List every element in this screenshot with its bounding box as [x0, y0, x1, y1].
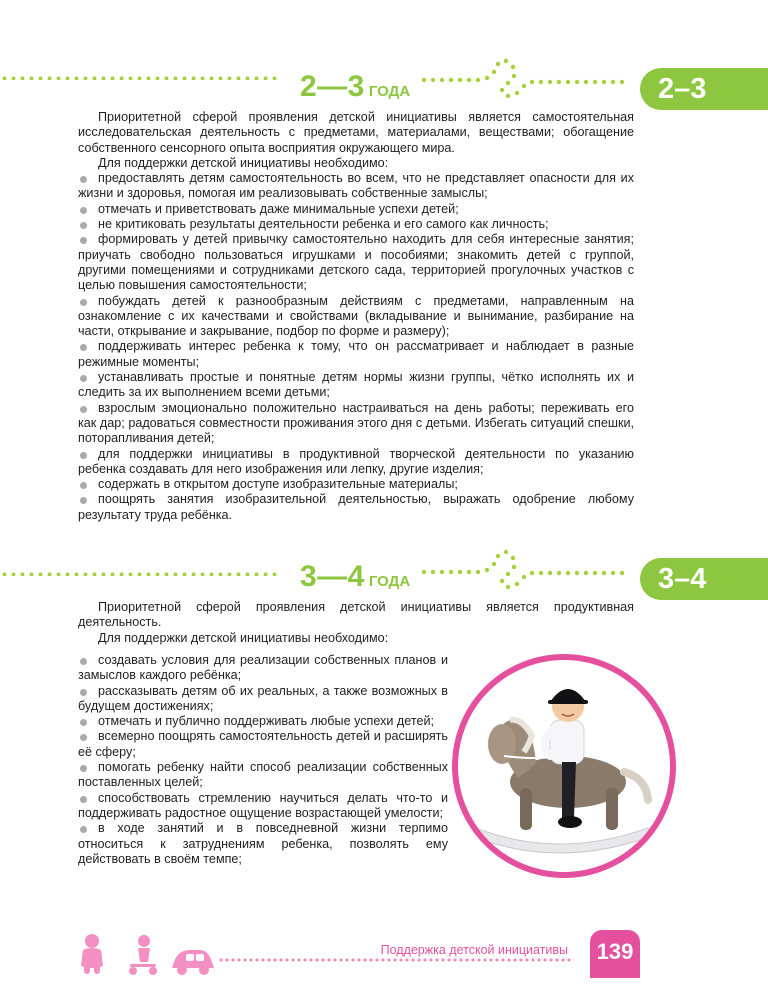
list-item: устанавливать простые и понятные детям нормы жизни группы, чётко исполнять их и следить за их выполнением всеми детьми;	[78, 370, 634, 400]
section-title-2-3: 2—3 ГОДА	[300, 70, 411, 103]
section-3-4-list	[78, 653, 448, 867]
scooter-child-icon	[126, 934, 160, 976]
age-tab-2-3: 2–3	[640, 68, 768, 110]
dotted-swirl-ornament-1	[420, 58, 640, 102]
list-item: содержать в открытом доступе изобразительные материалы;	[78, 477, 634, 492]
lead-paragraph: Для поддержки детской инициативы необходимо:	[98, 155, 389, 170]
list-item: в ходе занятий и в повседневной жизни терпимо относиться к затруднениям ребенка, позволять ему действовать в своём темпе;	[78, 821, 448, 866]
section-title-3-4: 3—4 ГОДА	[300, 560, 411, 593]
toy-car-icon	[170, 944, 216, 976]
list-item: предоставлять детям самостоятельность во всем, что не представляет опасности для их жизни и здоровья, помогая им реализовывать собственные замыслы;	[78, 171, 634, 201]
green-dotted-rule-left-1	[0, 76, 280, 80]
list-item: поощрять занятия изобразительной деятельностью, выражать одобрение любому результату труда ребёнка.	[78, 492, 634, 522]
toddler-icon	[74, 932, 110, 976]
list-item: помогать ребенку найти способ реализации собственных поставленных целей;	[78, 760, 448, 790]
list-item: создавать условия для реализации собственных планов и замыслов каждого ребёнка;	[78, 653, 448, 683]
footer-dotted-rule	[218, 958, 574, 962]
intro-paragraph: Приоритетной сферой проявления детской инициативы является продуктивная деятельность.	[78, 600, 634, 630]
list-item: поддерживать интерес ребенка к тому, что он рассматривает и наблюдает в разные режимные моменты;	[78, 339, 634, 369]
rocking-horse-illustration	[458, 660, 670, 872]
page-number: 139	[590, 930, 640, 978]
list-item: для поддержки инициативы в продуктивной творческой деятельности по указанию ребенка создавать для него изображения или лепку, другие изделия;	[78, 446, 634, 476]
list-item: побуждать детей к разнообразным действиям с предметами, направленным на ознакомление с их качествами и свойствами (вкладывание и вынимание, разбирание на части, открывание и закрывание, подбор по форме и размеру);	[78, 293, 634, 339]
list-item: взрослым эмоционально положительно настраиваться на день работы; переживать его как дар; радоваться совместности проживания этого дня с детьми. Избегать ситуаций спешки, поторапливания детей;	[78, 400, 634, 446]
list-item: рассказывать детям об их реальных, а также возможных в будущем достижениях;	[78, 683, 448, 713]
list-item: формировать у детей привычку самостоятельно находить для себя интересные занятия; приучать свободно пользоваться игрушками и пособиями; знакомить детей с группой, другими помещениями и сотрудниками детского сада, территорией прогулочных участков с целью повышения самостоятельности;	[78, 232, 634, 293]
dotted-swirl-ornament-2	[420, 548, 640, 592]
list-item: не критиковать результаты деятельности ребенка и его самого как личность;	[78, 217, 634, 232]
age-tab-3-4: 3–4	[640, 558, 768, 600]
list-item: отмечать и приветствовать даже минимальные успехи детей;	[78, 202, 634, 217]
list-item: способствовать стремлению научиться делать что-то и поддерживать радостное ощущение возрастающей умелости;	[78, 790, 448, 820]
section-3-4-intro	[78, 600, 634, 646]
list-item: отмечать и публично поддерживать любые успехи детей;	[78, 714, 448, 729]
section-2-3-body	[78, 110, 634, 523]
child-on-rocking-horse-photo	[452, 654, 676, 878]
intro-paragraph: Приоритетной сферой проявления детской инициативы является самостоятельная исследовательская деятельность с предметами, материалами, веществами; обогащение собственного сенсорного опыта восприятия окружающего мира.	[78, 110, 634, 155]
green-dotted-rule-left-2	[0, 572, 280, 576]
running-title: Поддержка детской инициативы	[380, 943, 568, 957]
lead-paragraph: Для поддержки детской инициативы необходимо:	[98, 630, 389, 645]
list-item: всемерно поощрять самостоятельность детей и расширять её сферу;	[78, 729, 448, 759]
